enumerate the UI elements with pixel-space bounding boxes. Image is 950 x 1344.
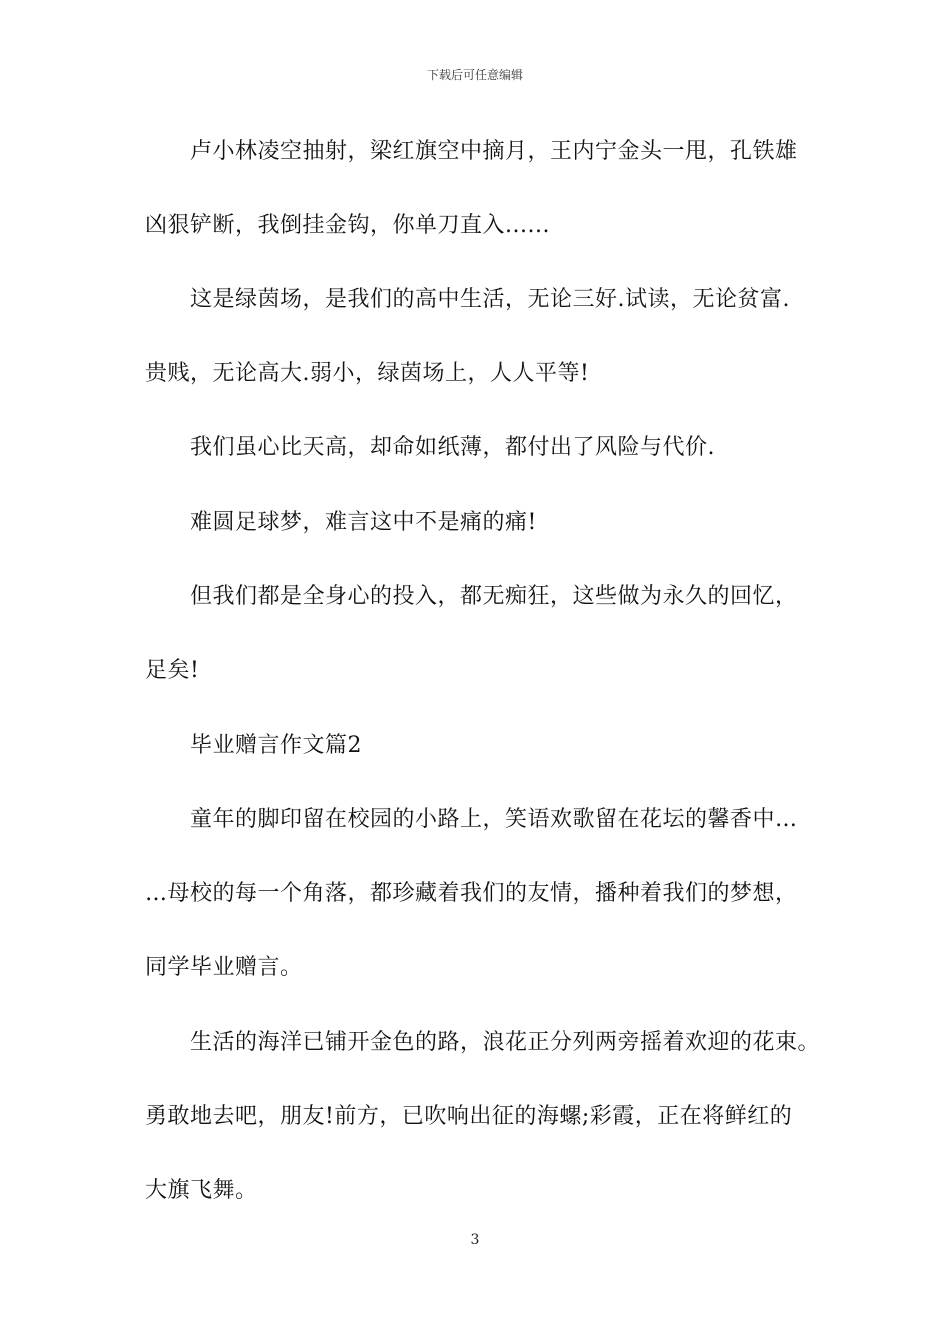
text-line: 大旗飞舞。	[145, 1178, 258, 1203]
text-line: 勇敢地去吧，朋友!前方，已吹响出征的海螺;彩霞，正在将鲜红的	[145, 1104, 793, 1129]
text-line: 但我们都是全身心的投入，都无痴狂，这些做为永久的回忆，	[190, 584, 798, 609]
text-line: 凶狠铲断，我倒挂金钩，你单刀直入......	[145, 213, 550, 238]
text-line: 同学毕业赠言。	[145, 955, 303, 980]
text-line: 足矣!	[145, 658, 200, 683]
text-line: 贵贱，无论高大.弱小，绿茵场上，人人平等!	[145, 361, 590, 386]
text-line: 卢小林凌空抽射，梁红旗空中摘月，王内宁金头一甩，孔铁雄	[190, 139, 798, 164]
text-line: 生活的海洋已铺开金色的路，浪花正分列两旁摇着欢迎的花束。	[190, 1030, 821, 1055]
text-line: 这是绿茵场，是我们的高中生活，无论三好.试读，无论贫富.	[190, 287, 790, 312]
section-heading: 毕业赠言作文篇2	[190, 733, 362, 758]
header-note: 下载后可任意编辑	[426, 68, 523, 82]
text-line: 我们虽心比天高，却命如纸薄，都付出了风险与代价.	[190, 435, 715, 460]
text-line: 难圆足球梦，难言这中不是痛的痛!	[190, 510, 537, 535]
page-number: 3	[470, 1232, 480, 1248]
text-line: 童年的脚印留在校园的小路上，笑语欢歌留在花坛的馨香中…	[190, 807, 798, 832]
text-line: …母校的每一个角落，都珍藏着我们的友情，播种着我们的梦想，	[145, 881, 798, 906]
